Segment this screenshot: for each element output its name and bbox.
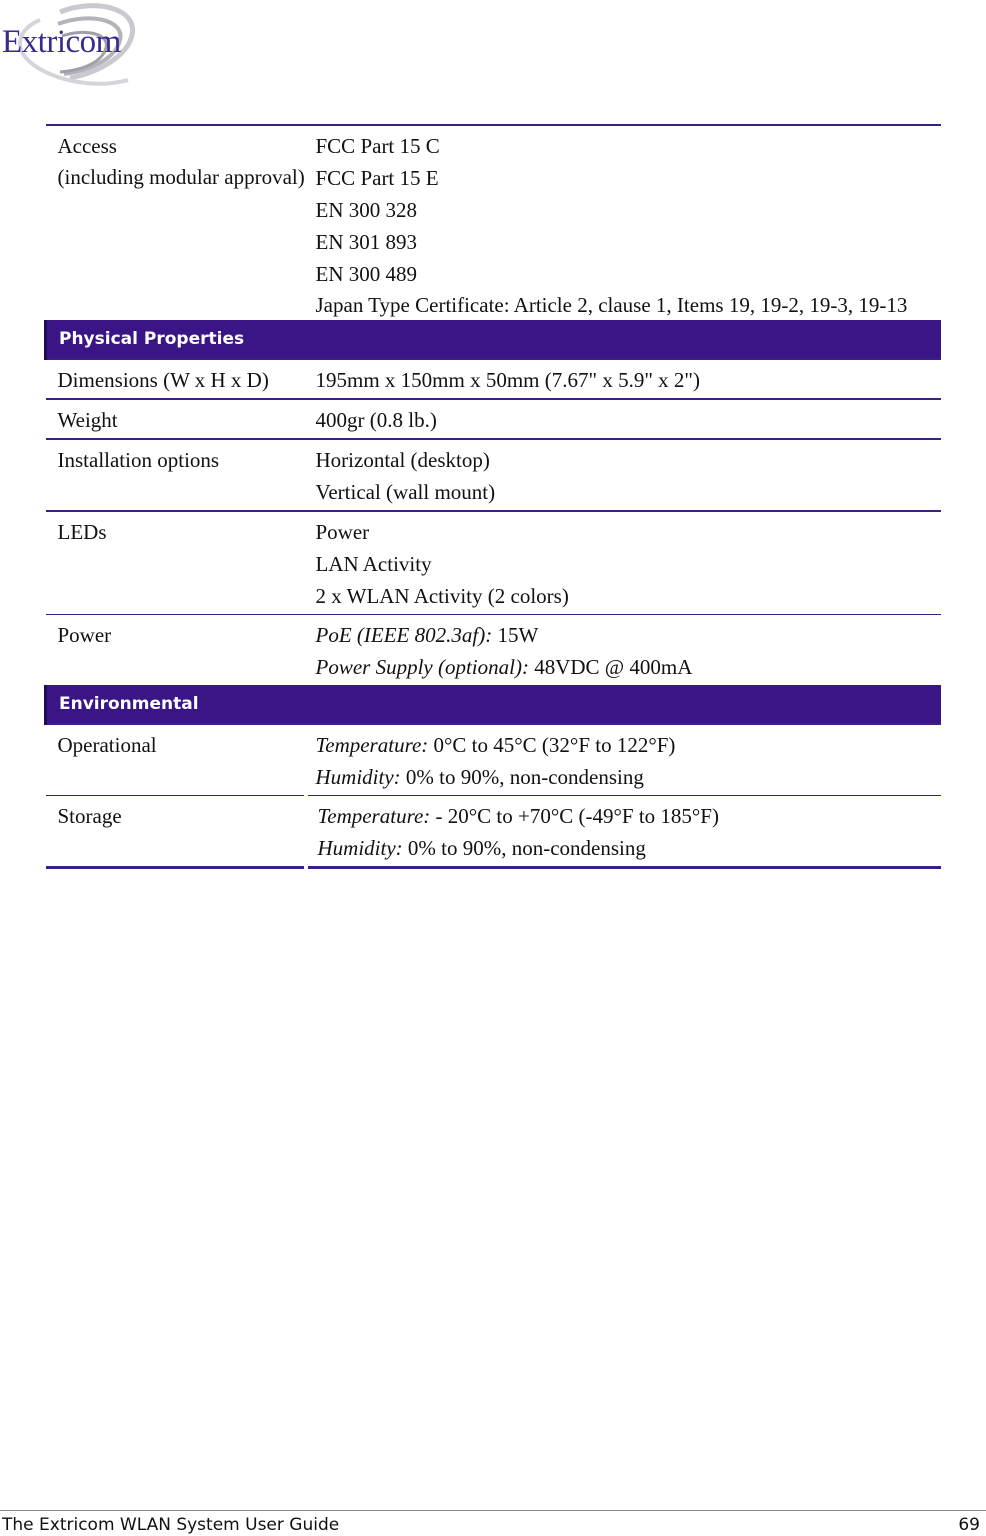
weight-value: 400gr (0.8 lb.) xyxy=(306,399,942,439)
logo-text: Extricom xyxy=(2,24,121,60)
supply-value: 48VDC @ 400mA xyxy=(528,655,693,679)
access-label: Access xyxy=(57,134,117,158)
specifications-table xyxy=(44,124,941,869)
temperature-label: Temperature: xyxy=(315,733,429,757)
table-row-dimensions xyxy=(46,359,942,399)
leds-label: LEDs xyxy=(46,511,306,615)
access-value: EN 300 328 xyxy=(315,198,417,222)
dimensions-value: 195mm x 150mm x 50mm (7.67" x 5.9" x 2") xyxy=(306,359,942,399)
operational-temperature xyxy=(316,729,942,761)
temperature-value: 0°C to 45°C (32°F to 122°F) xyxy=(428,733,676,757)
storage-temperature xyxy=(318,800,942,832)
operational-values-cell xyxy=(306,724,942,796)
table-row-operational xyxy=(46,724,942,796)
operational-label: Operational xyxy=(46,724,306,796)
table-row-access xyxy=(46,125,942,320)
power-label: Power xyxy=(46,615,306,686)
supply-line xyxy=(316,651,942,683)
section-header-physical xyxy=(46,320,942,359)
humidity-value: 0% to 90%, non-condensing xyxy=(400,765,644,789)
supply-label: Power Supply (optional): xyxy=(315,655,529,679)
leds-value: LAN Activity xyxy=(315,552,432,576)
poe-label: PoE (IEEE 802.3af): xyxy=(315,623,493,647)
extricom-logo xyxy=(0,0,145,95)
temperature-label: Temperature: xyxy=(317,804,431,828)
section-title: Environmental xyxy=(46,685,942,724)
section-header-environmental xyxy=(46,685,942,724)
humidity-label: Humidity: xyxy=(315,765,401,789)
installation-label: Installation options xyxy=(46,439,306,511)
leds-value: Power xyxy=(315,520,370,544)
access-value: Japan Type Certificate: Article 2, clause 1, Items 19, 19-2, 19-3, 19-13 xyxy=(315,293,908,317)
installation-value: Horizontal (desktop) xyxy=(315,448,490,472)
dimensions-label: Dimensions (W x H x D) xyxy=(46,359,306,399)
humidity-label: Humidity: xyxy=(317,836,403,860)
table-row-installation xyxy=(46,439,942,511)
access-values-cell xyxy=(306,125,942,320)
weight-label: Weight xyxy=(46,399,306,439)
table-row-power xyxy=(46,615,942,686)
access-value: EN 301 893 xyxy=(315,230,417,254)
poe-line xyxy=(316,619,942,651)
installation-values-cell xyxy=(306,439,942,511)
section-title: Physical Properties xyxy=(46,320,942,359)
table-row-leds xyxy=(46,511,942,615)
humidity-value: 0% to 90%, non-condensing xyxy=(402,836,646,860)
operational-humidity xyxy=(316,761,942,793)
table-row-weight xyxy=(46,399,942,439)
storage-humidity xyxy=(318,832,942,864)
storage-values-cell xyxy=(306,796,942,868)
access-label-cell xyxy=(46,125,306,320)
installation-value: Vertical (wall mount) xyxy=(315,480,496,504)
access-value: FCC Part 15 C xyxy=(315,134,440,158)
leds-values-cell xyxy=(306,511,942,615)
storage-label: Storage xyxy=(46,796,306,868)
page-number: 69 xyxy=(958,1515,980,1535)
power-values-cell xyxy=(306,615,942,686)
access-value: FCC Part 15 E xyxy=(315,166,439,190)
poe-value: 15W xyxy=(492,623,539,647)
table-row-storage xyxy=(46,796,942,868)
leds-value: 2 x WLAN Activity (2 colors) xyxy=(315,584,569,608)
temperature-value: - 20°C to +70°C (-49°F to 185°F) xyxy=(430,804,719,828)
footer-document-title: The Extricom WLAN System User Guide xyxy=(2,1515,340,1535)
footer-divider xyxy=(0,1510,986,1511)
access-value: EN 300 489 xyxy=(315,262,417,286)
access-label-note: (including modular approval) xyxy=(57,165,305,189)
